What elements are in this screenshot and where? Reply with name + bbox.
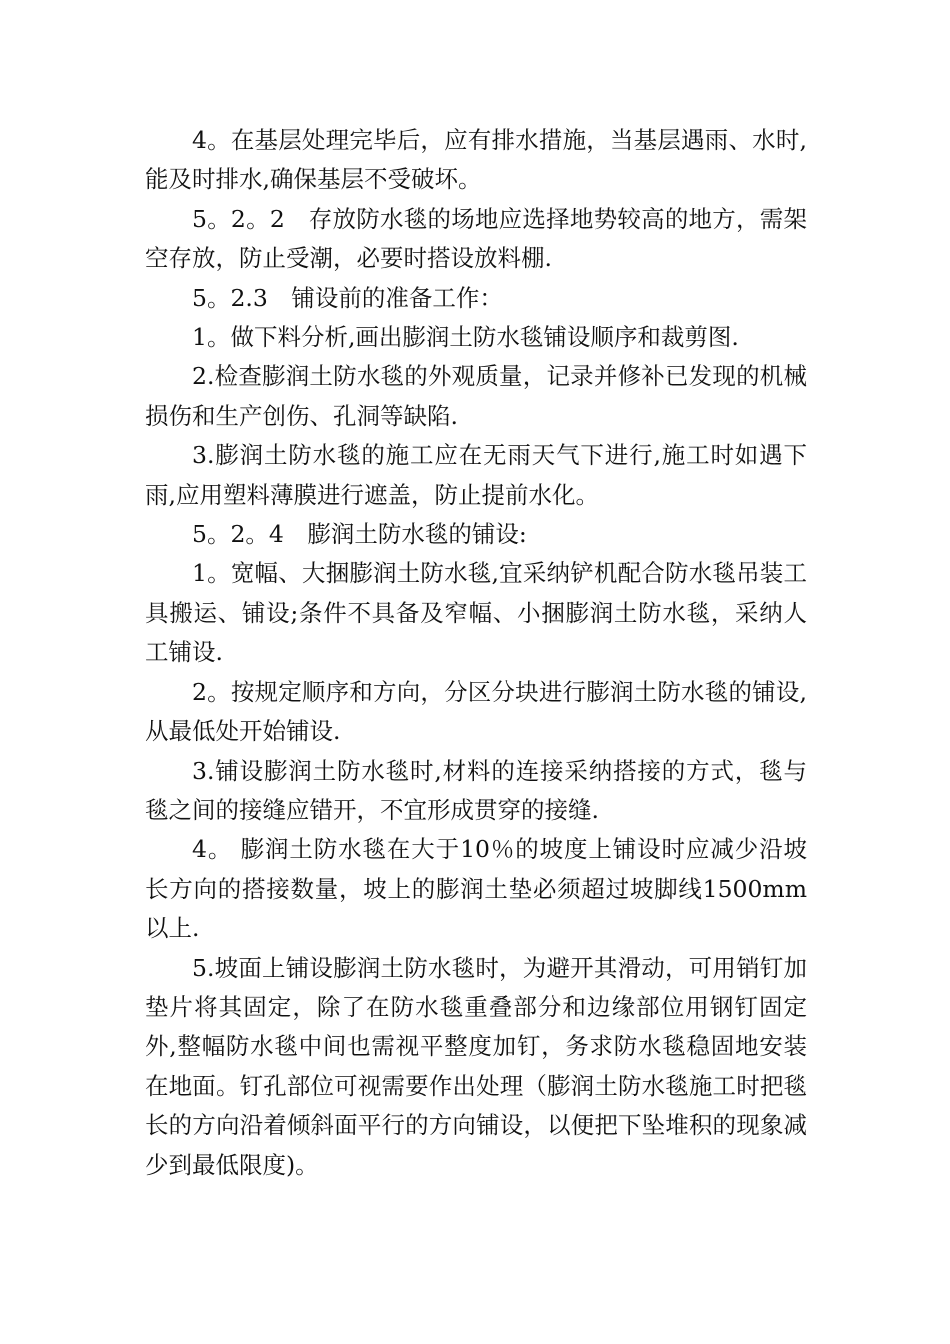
paragraph-fixing: 5.坡面上铺设膨润土防水毯时，为避开其滑动，可用销钉加垫片将其固定，除了在防水毯重叠部分和边缘部位用钢钉固定外,整幅防水毯中间也需视平整度加钉，务求防水毯稳固地安装在地面。钉孔部位可视需要作出处理（膨润土防水毯施工时把毯长的方向沿着倾斜面平行的方向铺设，以便把下坠堆积的现象减少到最低限度)。 [145, 953, 807, 1179]
paragraph-overlap: 3.铺设膨润土防水毯时,材料的连接采纳搭接的方式，毯与毯之间的接缝应错开，不宜形成贯穿的接缝. [145, 756, 807, 824]
section-heading-laying: 5。2。4 膨润土防水毯的铺设: [192, 520, 527, 549]
paragraph-cutting-plan: 1。做下料分析,画出膨润土防水毯铺设顺序和裁剪图. [192, 323, 739, 352]
paragraph-storage: 5。2。2 存放防水毯的场地应选择地势较高的地方，需架空存放，防止受潮，必要时搭设放料棚. [145, 204, 807, 273]
section-heading-preparation: 5。2.3 铺设前的准备工作： [192, 283, 503, 312]
paragraph-handling: 1。宽幅、大捆膨润土防水毯,宜采纳铲机配合防水毯吊装工具搬运、铺设;条件不具备及窄幅、小捆膨润土防水毯，采纳人工铺设. [145, 559, 807, 667]
paragraph-quality-check: 2.检查膨润土防水毯的外观质量，记录并修补已发现的机械损伤和生产创伤、孔洞等缺陷. [145, 362, 807, 430]
paragraph-weather: 3.膨润土防水毯的施工应在无雨天气下进行,施工时如遇下雨,应用塑料薄膜进行遮盖，防止提前水化。 [145, 441, 807, 509]
paragraph-drainage: 4。在基层处理完毕后，应有排水措施，当基层遇雨、水时,能及时排水,确保基层不受破坏。 [145, 126, 807, 194]
paragraph-slope: 4。 膨润土防水毯在大于10％的坡度上铺设时应减少沿坡长方向的搭接数量，坡上的膨润土垫必须超过坡脚线1500mm以上. [145, 835, 807, 943]
paragraph-sequence: 2。按规定顺序和方向，分区分块进行膨润土防水毯的铺设,从最低处开始铺设. [145, 677, 807, 746]
document-page [145, 121, 807, 1185]
